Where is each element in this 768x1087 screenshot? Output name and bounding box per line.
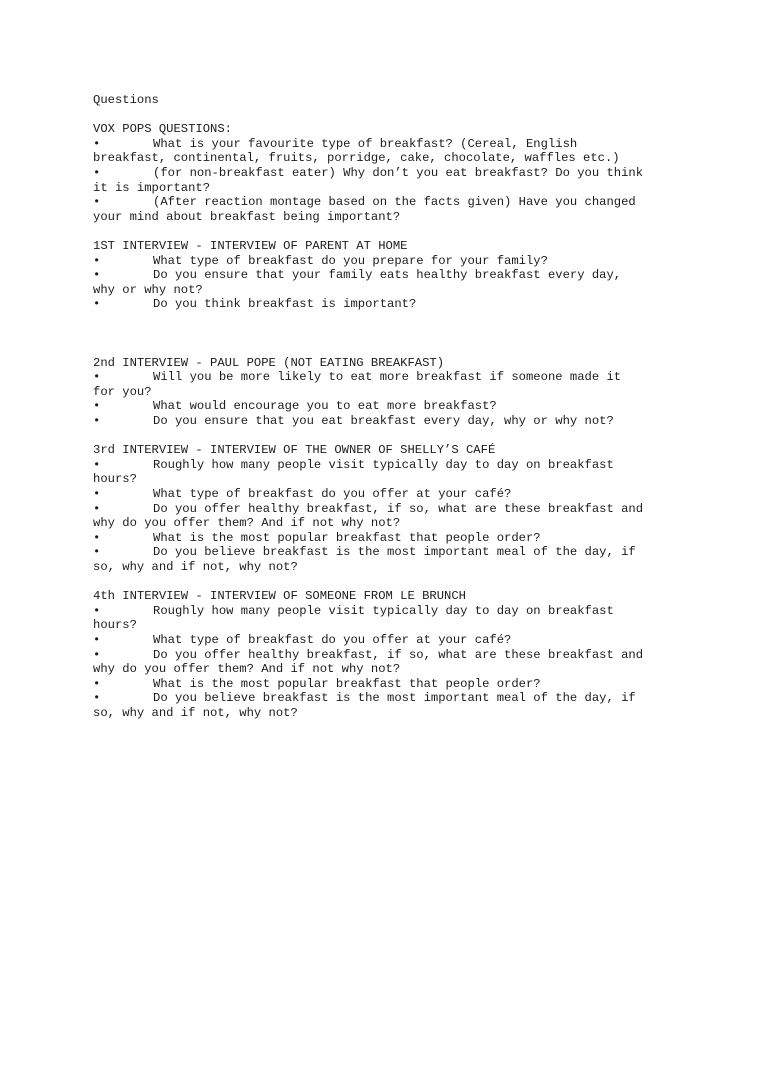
question-first-line [93, 458, 683, 473]
question-section [93, 589, 683, 720]
question-first-line [93, 370, 683, 385]
question-text: What type of breakfast do you prepare for your family? [153, 253, 548, 268]
question-text: Roughly how many people visit typically day to day on breakfast [153, 603, 614, 618]
bullet-icon: • [93, 457, 101, 472]
question-first-line [93, 648, 683, 663]
bullet-icon: • [93, 399, 101, 414]
question-text: Do you believe breakfast is the most important meal of the day, if [153, 691, 636, 706]
question-item [93, 370, 683, 399]
question-item [93, 297, 683, 312]
question-item [93, 633, 683, 648]
bullet-icon: • [93, 414, 101, 429]
question-continuation: breakfast, continental, fruits, porridge, cake, chocolate, waffles etc.) [93, 151, 620, 166]
question-text: What type of breakfast do you offer at your café? [153, 632, 512, 647]
question-text: What type of breakfast do you offer at your café? [153, 487, 512, 502]
bullet-icon: • [93, 545, 101, 560]
question-first-line [93, 487, 683, 502]
question-text: (for non-breakfast eater) Why don’t you eat breakfast? Do you think [153, 165, 644, 180]
question-continuation: so, why and if not, why not? [93, 560, 298, 575]
section-heading: 2nd INTERVIEW - PAUL POPE (NOT EATING BREAKFAST) [93, 355, 445, 370]
question-continuation: for you? [93, 384, 152, 399]
question-continuation: it is important? [93, 180, 211, 195]
question-text: (After reaction montage based on the facts given) Have you changed [153, 195, 636, 210]
question-text: Do you ensure that you eat breakfast every day, why or why not? [153, 414, 614, 429]
bullet-icon: • [93, 297, 101, 312]
question-text: What would encourage you to eat more breakfast? [153, 399, 497, 414]
bullet-icon: • [93, 501, 101, 516]
question-text: Do you offer healthy breakfast, if so, what are these breakfast and [153, 501, 644, 516]
question-first-line [93, 633, 683, 648]
question-first-line [93, 604, 683, 619]
question-item [93, 195, 683, 224]
bullet-icon: • [93, 676, 101, 691]
question-section [93, 122, 683, 224]
question-item [93, 254, 683, 269]
bullet-icon: • [93, 195, 101, 210]
question-continuation: hours? [93, 472, 137, 487]
bullet-icon: • [93, 165, 101, 180]
document-page [93, 93, 683, 721]
question-item [93, 268, 683, 297]
question-first-line [93, 137, 683, 152]
question-continuation: your mind about breakfast being important? [93, 209, 401, 224]
question-text: Do you ensure that your family eats healthy breakfast every day, [153, 268, 622, 283]
question-first-line [93, 502, 683, 517]
question-text: Roughly how many people visit typically day to day on breakfast [153, 457, 614, 472]
bullet-icon: • [93, 691, 101, 706]
question-continuation: hours? [93, 618, 137, 633]
question-section [93, 443, 683, 574]
question-item [93, 414, 683, 429]
question-item [93, 166, 683, 195]
question-item [93, 502, 683, 531]
question-item [93, 648, 683, 677]
question-section [93, 239, 683, 312]
section-heading: 3rd INTERVIEW - INTERVIEW OF THE OWNER OF SHELLY’S CAFÉ [93, 443, 496, 458]
question-item [93, 399, 683, 414]
question-text: What is the most popular breakfast that people order? [153, 530, 541, 545]
question-first-line [93, 414, 683, 429]
bullet-icon: • [93, 136, 101, 151]
document-body [93, 122, 683, 720]
question-item [93, 691, 683, 720]
question-item [93, 458, 683, 487]
question-first-line [93, 268, 683, 283]
question-text: Will you be more likely to eat more breakfast if someone made it [153, 370, 622, 385]
bullet-icon: • [93, 647, 101, 662]
question-first-line [93, 254, 683, 269]
bullet-icon: • [93, 253, 101, 268]
question-section [93, 356, 683, 429]
question-continuation: so, why and if not, why not? [93, 705, 298, 720]
question-item [93, 487, 683, 502]
question-text: What is your favourite type of breakfast? (Cereal, English [153, 136, 578, 151]
question-item [93, 677, 683, 692]
question-first-line [93, 399, 683, 414]
question-text: Do you think breakfast is important? [153, 297, 417, 312]
question-first-line [93, 195, 683, 210]
bullet-icon: • [93, 632, 101, 647]
section-heading: VOX POPS QUESTIONS: [93, 122, 232, 137]
question-continuation: why or why not? [93, 282, 203, 297]
question-first-line [93, 166, 683, 181]
bullet-icon: • [93, 370, 101, 385]
section-heading: 1ST INTERVIEW - INTERVIEW OF PARENT AT HOME [93, 238, 408, 253]
question-continuation: why do you offer them? And if not why not? [93, 662, 401, 677]
question-first-line [93, 691, 683, 706]
question-text: Do you offer healthy breakfast, if so, what are these breakfast and [153, 647, 644, 662]
bullet-icon: • [93, 530, 101, 545]
document-title: Questions [93, 93, 159, 107]
question-item [93, 604, 683, 633]
section-heading: 4th INTERVIEW - INTERVIEW OF SOMEONE FROM LE BRUNCH [93, 589, 466, 604]
question-first-line [93, 545, 683, 560]
question-first-line [93, 677, 683, 692]
bullet-icon: • [93, 603, 101, 618]
question-text: Do you believe breakfast is the most important meal of the day, if [153, 545, 636, 560]
question-item [93, 531, 683, 546]
question-first-line [93, 531, 683, 546]
question-first-line [93, 297, 683, 312]
bullet-icon: • [93, 487, 101, 502]
question-text: What is the most popular breakfast that people order? [153, 676, 541, 691]
question-continuation: why do you offer them? And if not why not? [93, 516, 401, 531]
question-item [93, 137, 683, 166]
bullet-icon: • [93, 268, 101, 283]
question-item [93, 545, 683, 574]
